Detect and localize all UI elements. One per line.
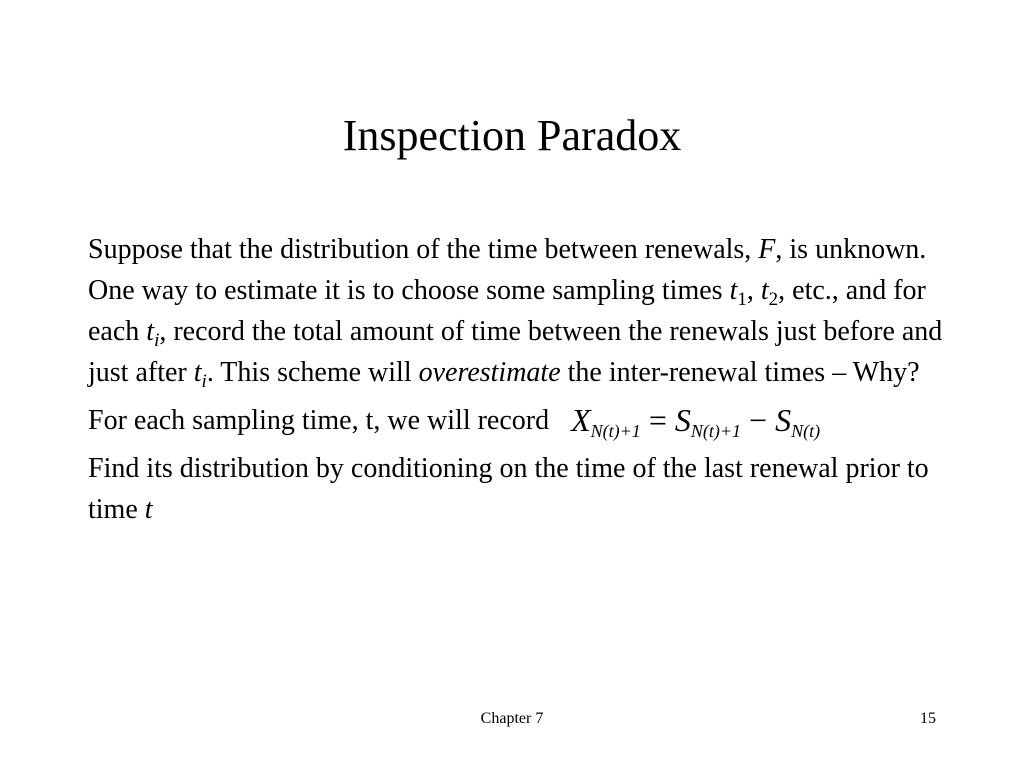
- paragraph-find: [88, 448, 948, 530]
- footer-page-number: 15: [920, 710, 936, 727]
- formula-subscript: N(t)+1: [690, 421, 742, 441]
- text-run: For each sampling time, t, we will record: [88, 405, 550, 436]
- subscript-i: i: [201, 371, 207, 392]
- formula-X: X: [571, 402, 591, 438]
- formula-minus: −: [741, 402, 776, 438]
- footer-chapter: Chapter 7: [480, 710, 544, 727]
- subscript-1: 1: [737, 289, 747, 310]
- variable-F: F: [758, 234, 776, 265]
- slide-body: [88, 229, 948, 537]
- formula-S: S: [674, 402, 691, 438]
- slide-title: Inspection Paradox: [342, 111, 682, 160]
- variable-t: t: [193, 357, 202, 388]
- subscript-2: 2: [768, 289, 779, 310]
- formula-S: S: [775, 402, 792, 438]
- text-run: Suppose that the distribution of the time between renewals,: [88, 234, 759, 265]
- text-run: the inter-renewal times – Why?: [560, 357, 920, 388]
- paragraph-intro: [88, 229, 948, 393]
- emphasis-overestimate: overestimate: [418, 357, 561, 388]
- text-run: ,: [746, 275, 761, 306]
- text-run: , record the total amount of time between the renewals just before and just after: [88, 316, 943, 388]
- variable-t: t: [144, 494, 153, 525]
- formula-equals: =: [640, 402, 675, 438]
- text-run: , etc., and for each: [88, 275, 926, 347]
- paragraph-record: [88, 400, 948, 441]
- formula-interrenewal: [571, 400, 820, 441]
- variable-t: t: [760, 275, 769, 306]
- subscript-i: i: [154, 330, 160, 351]
- text-run: . This scheme will: [206, 357, 419, 388]
- formula-subscript: N(t): [791, 421, 821, 441]
- variable-t: t: [146, 316, 155, 347]
- text-run: , is unknown. One way to estimate it is to choose some sampling times: [88, 234, 927, 306]
- variable-t: t: [729, 275, 738, 306]
- formula-subscript: N(t)+1: [590, 421, 641, 441]
- text-run: Find its distribution by conditioning on the time of the last renewal prior to time: [88, 453, 929, 525]
